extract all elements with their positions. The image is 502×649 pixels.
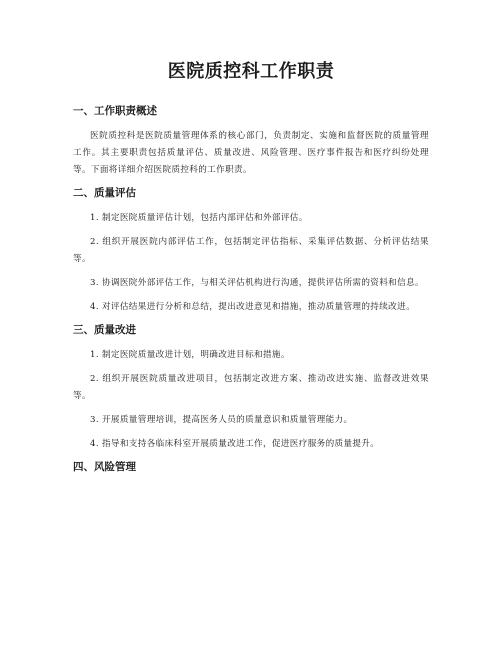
section-quality-assessment bbox=[73, 186, 429, 316]
section-overview bbox=[73, 104, 429, 179]
paragraph: 1. 制定医院质量改进计划，明确改进目标和措施。 bbox=[90, 350, 290, 360]
section-heading: 二、质量评估 bbox=[73, 187, 136, 199]
paragraph: 4. 对评估结果进行分析和总结，提出改进意见和措施，推动质量管理的持续改进。 bbox=[90, 302, 416, 312]
section-heading: 三、质量改进 bbox=[73, 324, 136, 336]
section-heading: 四、风险管理 bbox=[73, 461, 136, 473]
section-heading: 一、工作职责概述 bbox=[73, 105, 157, 117]
paragraph: 2. 组织开展医院质量改进项目，包括制定改进方案、推动改进实施、监督改进效果等。 bbox=[73, 374, 429, 401]
paragraph: 医院质控科是医院质量管理体系的核心部门，负责制定、实施和监督医院的质量管理工作。其主要职责包括质量评估、质量改进、风险管理、医疗事件报告和医疗纠纷处理等。下面将详细介绍医院质控科的工作职责。 bbox=[73, 131, 429, 175]
paragraph: 3. 协调医院外部评估工作，与相关评估机构进行沟通，提供评估所需的资料和信息。 bbox=[90, 278, 424, 288]
document-title: 医院质控科工作职责 bbox=[167, 61, 335, 82]
paragraph: 1. 制定医院质量评估计划，包括内部评估和外部评估。 bbox=[90, 213, 308, 223]
paragraph: 3. 开展质量管理培训，提高医务人员的质量意识和质量管理能力。 bbox=[90, 415, 353, 425]
section-quality-improvement bbox=[73, 323, 429, 453]
paragraph: 4. 指导和支持各临床科室开展质量改进工作，促进医疗服务的质量提升。 bbox=[90, 439, 380, 449]
section-risk-management bbox=[73, 460, 429, 474]
paragraph: 2. 组织开展医院内部评估工作，包括制定评估指标、采集评估数据、分析评估结果等。 bbox=[73, 237, 429, 264]
